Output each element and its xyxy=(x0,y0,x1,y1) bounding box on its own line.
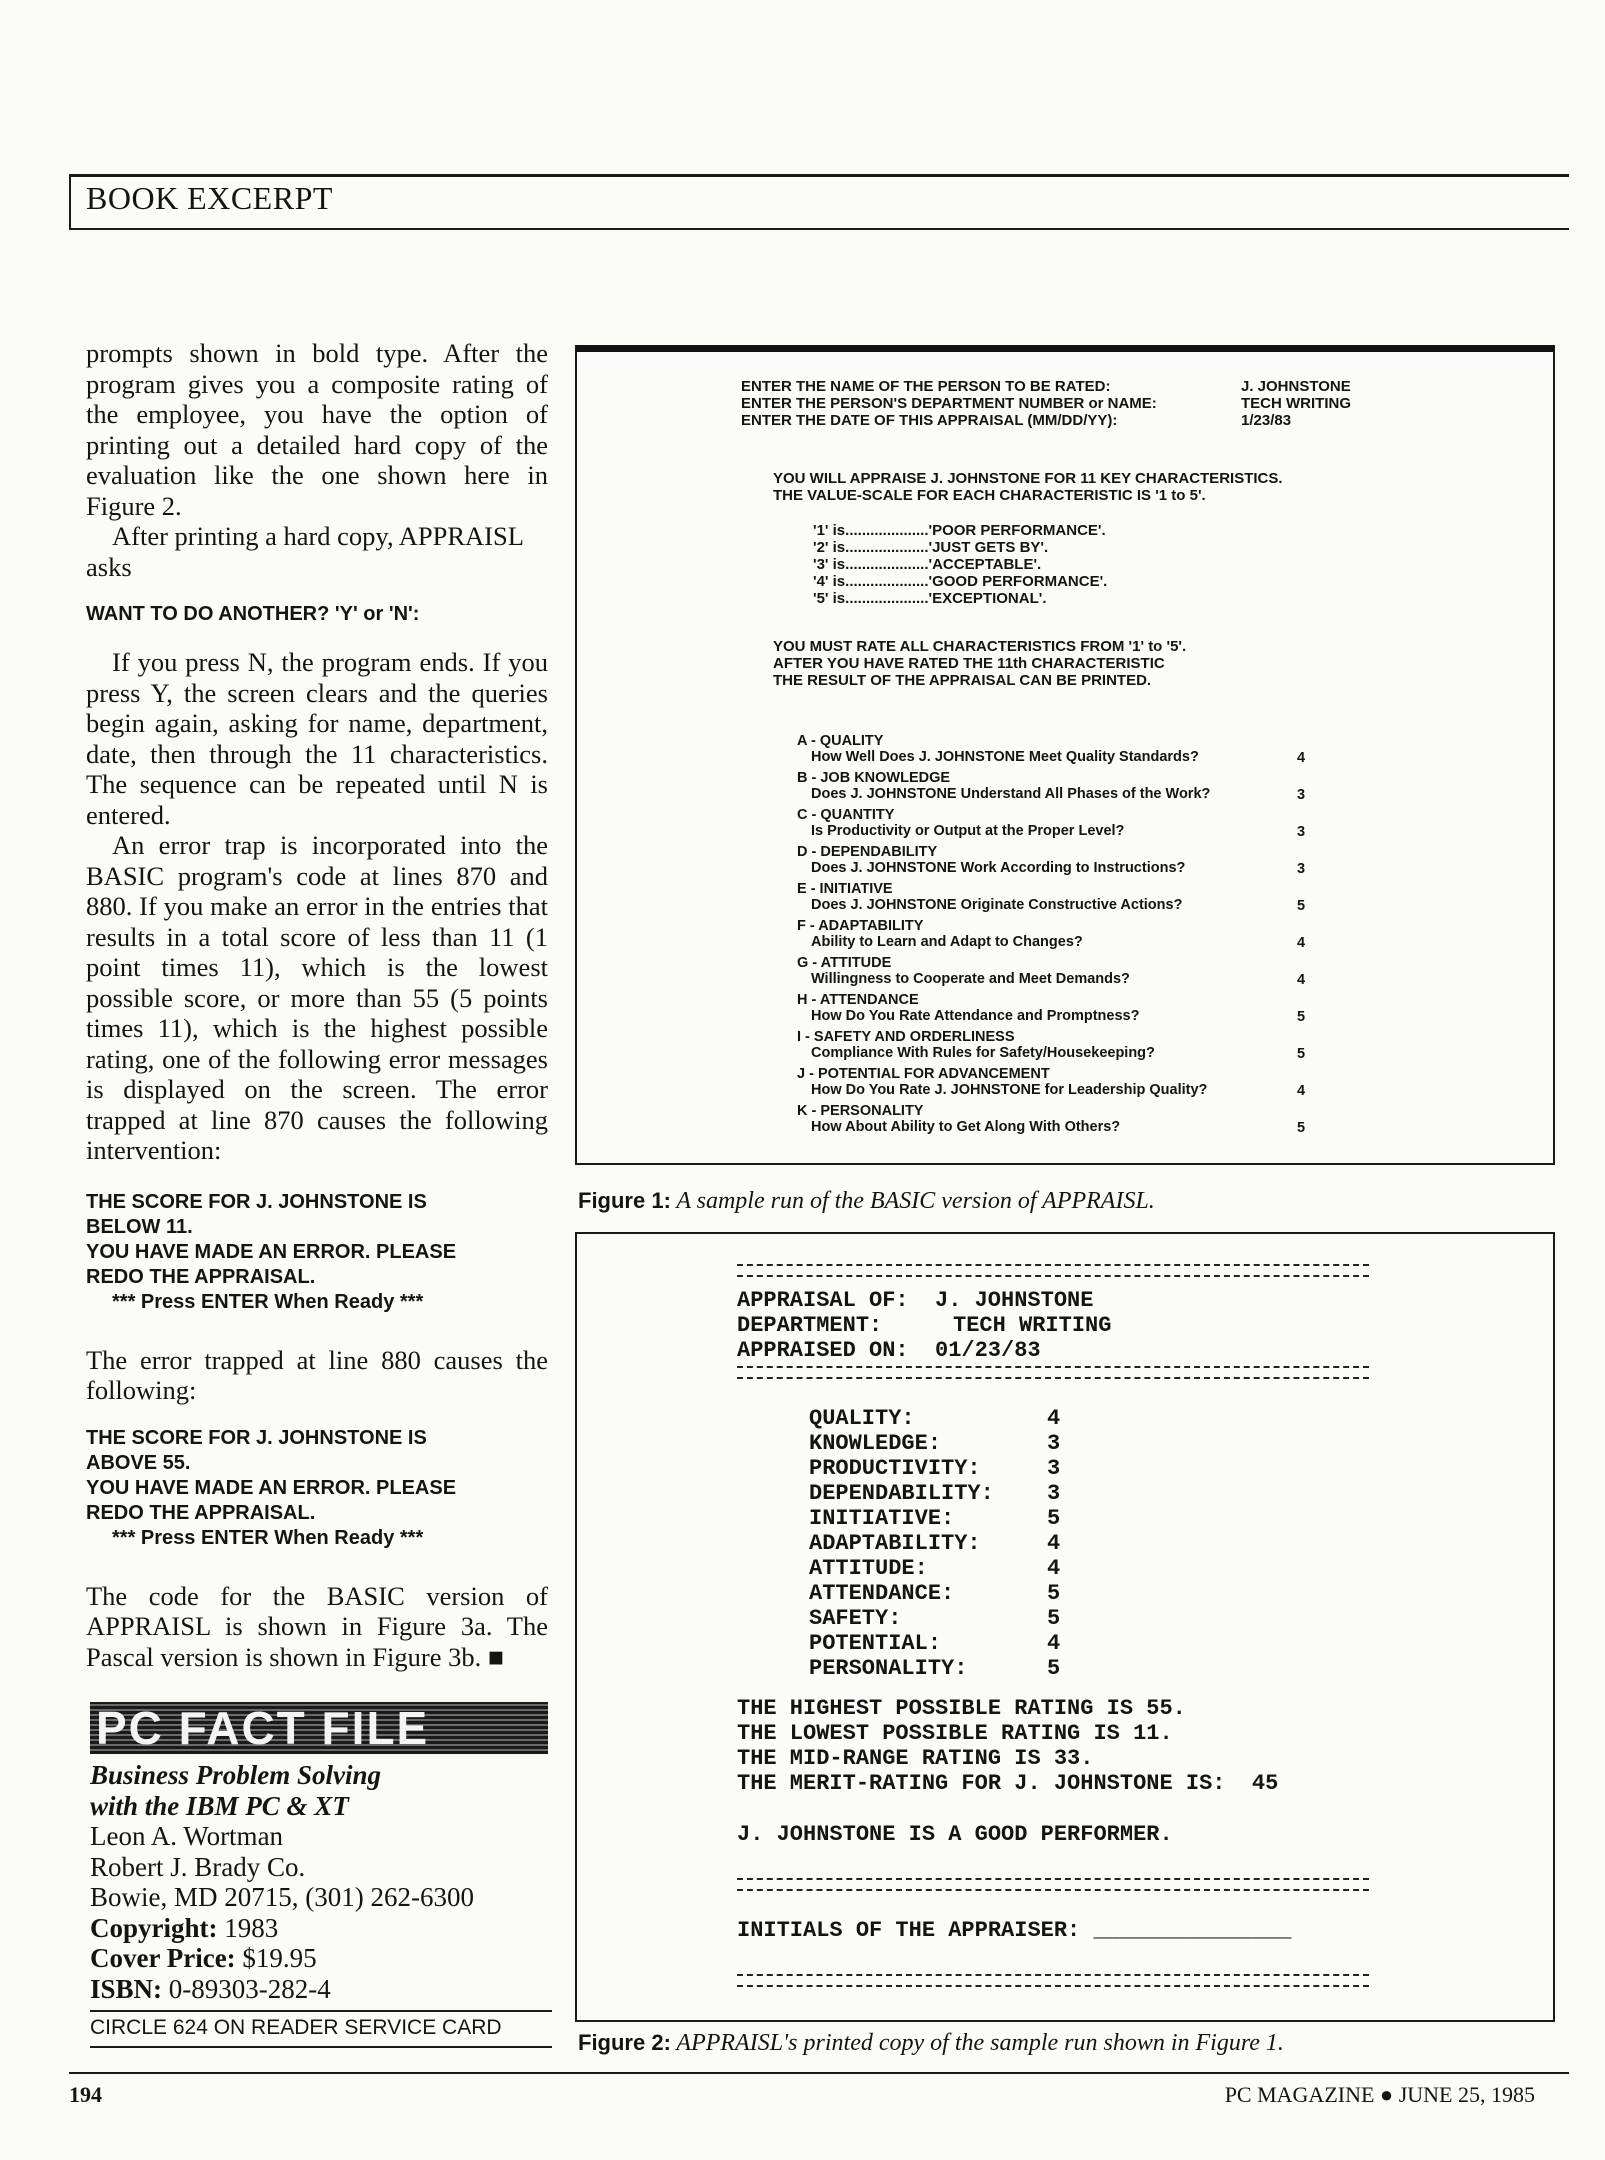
error-line: YOU HAVE MADE AN ERROR. PLEASE xyxy=(86,1240,457,1263)
section-label: BOOK EXCERPT xyxy=(86,180,333,216)
page-number: 194 xyxy=(69,2082,102,2107)
paragraph-6-text: The code for the BASIC version of APPRAISL is shown in Figure 3a. The Pascal version is shown in Figure 3b. xyxy=(86,1580,548,1672)
magazine-name: PC MAGAZINE xyxy=(1224,2082,1375,2107)
rating-name: INITIATIVE: xyxy=(809,1506,955,1531)
characteristic-item xyxy=(797,918,1527,955)
double-rule xyxy=(737,1366,1369,1379)
header-left-rule xyxy=(69,174,71,230)
double-rule xyxy=(737,1264,1369,1277)
characteristic-score: 3 xyxy=(1297,824,1306,840)
book-copyright xyxy=(90,1913,550,1944)
prompt-another: WANT TO DO ANOTHER? 'Y' or 'N': xyxy=(86,603,420,625)
rating-row xyxy=(809,1531,1129,1556)
double-rule xyxy=(737,1974,1369,1987)
rating-row xyxy=(809,1556,1129,1581)
book-info xyxy=(90,1760,550,2004)
rating-score: 3 xyxy=(1047,1481,1061,1506)
figure-1-caption xyxy=(578,1188,1155,1215)
characteristic-item xyxy=(797,1029,1527,1066)
characteristic-question: Ability to Learn and Adapt to Changes? xyxy=(811,934,1083,950)
scale-line: '2' is....................'JUST GETS BY'. xyxy=(813,539,1049,556)
price-value: $19.95 xyxy=(242,1943,317,1973)
error-line: YOU HAVE MADE AN ERROR. PLEASE xyxy=(86,1476,457,1499)
characteristic-item xyxy=(797,992,1527,1029)
paragraph-3: If you press N, the program ends. If you press Y, the screen clears and the queries begin again, asking for name, department, date, then through the 11 characteristics. The sequence can be repeated until N is entered. xyxy=(86,647,548,830)
figure-1-box xyxy=(575,345,1555,1165)
characteristic-question: Does J. JOHNSTONE Work According to Instructions? xyxy=(811,860,1186,876)
isbn-value: 0-89303-282-4 xyxy=(168,1973,331,2004)
ratings-list xyxy=(809,1406,1129,1681)
rating-name: POTENTIAL: xyxy=(809,1631,942,1656)
rating-name: SAFETY: xyxy=(809,1606,902,1631)
reader-service-line: CIRCLE 624 ON READER SERVICE CARD xyxy=(90,2016,502,2039)
error-line: REDO THE APPRAISAL. xyxy=(86,1501,316,1524)
characteristic-heading: A - QUALITY xyxy=(797,733,884,749)
characteristic-heading: H - ATTENDANCE xyxy=(797,992,919,1008)
rating-score: 5 xyxy=(1047,1656,1061,1681)
left-column xyxy=(86,338,548,1672)
scale-line: '1' is....................'POOR PERFORMANCE'. xyxy=(813,522,1106,539)
entry-value: 1/23/83 xyxy=(1241,412,1292,429)
copyright-value: 1983 xyxy=(224,1912,279,1943)
printout-header-label: APPRAISED ON: xyxy=(737,1338,909,1363)
reader-service-bottom-rule xyxy=(90,2046,552,2048)
paragraph-4: An error trap is incorporated into the BASIC program's code at lines 870 and 880. If you make an error in the entries that results in a total score of less than 11 (1 point times 11), which is the lowest possible score, or more than 55 (5 points times 11), which is the highest possible rating, one of the following error messages is displayed on the screen. The error trapped at line 870 causes the following intervention: xyxy=(86,830,548,1165)
characteristic-question: Compliance With Rules for Safety/Housekeeping? xyxy=(811,1045,1155,1061)
printout-header-value: J. JOHNSTONE xyxy=(935,1288,1094,1313)
rating-row xyxy=(809,1406,1129,1431)
rating-name: ATTITUDE: xyxy=(809,1556,928,1581)
characteristic-question: Does J. JOHNSTONE Originate Constructive Actions? xyxy=(811,897,1183,913)
printout-header-label: APPRAISAL OF: xyxy=(737,1288,909,1313)
double-rule xyxy=(737,1878,1369,1891)
characteristic-question: Is Productivity or Output at the Proper Level? xyxy=(811,823,1125,839)
characteristic-score: 3 xyxy=(1297,861,1306,877)
characteristic-score: 5 xyxy=(1297,1009,1306,1025)
entry-value: J. JOHNSTONE xyxy=(1241,378,1351,395)
characteristic-score: 4 xyxy=(1297,1083,1306,1099)
characteristic-question: How Do You Rate Attendance and Promptness? xyxy=(811,1008,1140,1024)
characteristic-heading: E - INITIATIVE xyxy=(797,881,893,897)
scale-line: '3' is....................'ACCEPTABLE'. xyxy=(813,556,1042,573)
book-author: Leon A. Wortman xyxy=(90,1821,284,1851)
rating-score: 4 xyxy=(1047,1631,1061,1656)
rating-name: DEPENDABILITY: xyxy=(809,1481,994,1506)
characteristic-score: 5 xyxy=(1297,1120,1306,1136)
characteristic-item xyxy=(797,770,1527,807)
paragraph-6 xyxy=(86,1581,548,1673)
characteristic-question: Does J. JOHNSTONE Understand All Phases of the Work? xyxy=(811,786,1211,802)
rating-row xyxy=(809,1481,1129,1506)
summary-line: THE MERIT-RATING FOR J. JOHNSTONE IS: 45 xyxy=(737,1771,1279,1796)
characteristic-heading: K - PERSONALITY xyxy=(797,1103,924,1119)
issue-date: JUNE 25, 1985 xyxy=(1398,2082,1535,2107)
rating-row xyxy=(809,1606,1129,1631)
error-line: BELOW 11. xyxy=(86,1215,193,1238)
initials-line: INITIALS OF THE APPRAISER: _______________ xyxy=(737,1918,1292,1943)
rating-name: ADAPTABILITY: xyxy=(809,1531,981,1556)
entry-prompt: ENTER THE NAME OF THE PERSON TO BE RATED: xyxy=(741,378,1111,395)
entry-prompt: ENTER THE DATE OF THIS APPRAISAL (MM/DD/YY): xyxy=(741,412,1118,429)
characteristic-heading: G - ATTITUDE xyxy=(797,955,892,971)
error-line: *** Press ENTER When Ready *** xyxy=(112,1290,424,1313)
rating-row xyxy=(809,1456,1129,1481)
rating-score: 5 xyxy=(1047,1581,1061,1606)
entry-prompt: ENTER THE PERSON'S DEPARTMENT NUMBER or NAME: xyxy=(741,395,1157,412)
rating-name: ATTENDANCE: xyxy=(809,1581,955,1606)
error-line: ABOVE 55. xyxy=(86,1451,191,1474)
rating-name: KNOWLEDGE: xyxy=(809,1431,942,1456)
paragraph-1: prompts shown in bold type. After the program gives you a composite rating of the employee, you have the option of printing out a detailed hard copy of the evaluation like the one shown here in Figure 2. xyxy=(86,338,548,521)
rating-score: 5 xyxy=(1047,1506,1061,1531)
footer-rule xyxy=(69,2072,1569,2074)
book-price xyxy=(90,1943,550,1974)
paragraph-5: The error trapped at line 880 causes the following: xyxy=(86,1344,548,1405)
fact-file-logo: PC FACT FILE xyxy=(90,1702,548,1754)
rating-score: 3 xyxy=(1047,1431,1061,1456)
rating-score: 4 xyxy=(1047,1531,1061,1556)
characteristic-score: 4 xyxy=(1297,972,1306,988)
printout-header-value: TECH WRITING xyxy=(953,1313,1112,1338)
rating-score: 3 xyxy=(1047,1456,1061,1481)
characteristic-score: 5 xyxy=(1297,898,1306,914)
intro-line: THE VALUE-SCALE FOR EACH CHARACTERISTIC IS '1 to 5'. xyxy=(773,487,1206,504)
copyright-label: Copyright: xyxy=(90,1912,218,1943)
characteristic-question: How Well Does J. JOHNSTONE Meet Quality Standards? xyxy=(811,749,1199,765)
figure-2-caption-text: APPRAISL's printed copy of the sample run shown in Figure 1. xyxy=(676,2030,1284,2056)
characteristic-score: 5 xyxy=(1297,1046,1306,1062)
paragraph-2: After printing a hard copy, APPRAISL asks xyxy=(86,521,523,582)
characteristic-heading: C - QUANTITY xyxy=(797,807,895,823)
characteristic-heading: F - ADAPTABILITY xyxy=(797,918,924,934)
characteristic-item xyxy=(797,807,1527,844)
verdict-line: J. JOHNSTONE IS A GOOD PERFORMER. xyxy=(737,1822,1173,1847)
characteristic-heading: J - POTENTIAL FOR ADVANCEMENT xyxy=(797,1066,1050,1082)
rating-row xyxy=(809,1631,1129,1656)
rating-row xyxy=(809,1581,1129,1606)
characteristic-score: 4 xyxy=(1297,935,1306,951)
publisher-address: Bowie, MD 20715, (301) 262-6300 xyxy=(90,1882,474,1912)
bullet-separator: ● xyxy=(1379,2082,1394,2107)
entry-value: TECH WRITING xyxy=(1241,395,1351,412)
characteristic-item xyxy=(797,1066,1527,1103)
price-label: Cover Price: xyxy=(90,1943,236,1973)
error-line: THE SCORE FOR J. JOHNSTONE IS xyxy=(86,1190,427,1213)
summary-line: THE MID-RANGE RATING IS 33. xyxy=(737,1746,1094,1771)
characteristic-question: How Do You Rate J. JOHNSTONE for Leadership Quality? xyxy=(811,1082,1208,1098)
characteristic-item xyxy=(797,733,1527,770)
characteristic-list xyxy=(797,733,1527,1140)
rating-row xyxy=(809,1506,1129,1531)
error-line: *** Press ENTER When Ready *** xyxy=(112,1526,424,1549)
rating-score: 4 xyxy=(1047,1556,1061,1581)
header-top-rule xyxy=(69,174,1569,177)
rating-score: 4 xyxy=(1047,1406,1061,1431)
characteristic-score: 3 xyxy=(1297,787,1306,803)
header-bottom-rule xyxy=(69,228,1569,230)
book-title-line-2: with the IBM PC & XT xyxy=(90,1790,349,1821)
rating-row xyxy=(809,1431,1129,1456)
rules-line: YOU MUST RATE ALL CHARACTERISTICS FROM '1' to '5'. xyxy=(773,638,1187,655)
error-message-above xyxy=(86,1426,548,1551)
book-title-line-1: Business Problem Solving xyxy=(90,1760,382,1790)
scale-line: '4' is....................'GOOD PERFORMANCE'. xyxy=(813,573,1108,590)
magazine-info xyxy=(1200,2082,1535,2108)
rules-line: AFTER YOU HAVE RATED THE 11th CHARACTERISTIC xyxy=(773,655,1165,672)
rating-name: PRODUCTIVITY: xyxy=(809,1456,981,1481)
error-line: REDO THE APPRAISAL. xyxy=(86,1265,316,1288)
rating-score: 5 xyxy=(1047,1606,1061,1631)
book-isbn xyxy=(90,1974,550,2005)
figure-2-caption xyxy=(578,2030,1284,2057)
characteristic-item xyxy=(797,881,1527,918)
scale-line: '5' is....................'EXCEPTIONAL'. xyxy=(813,590,1047,607)
rating-name: PERSONALITY: xyxy=(809,1656,968,1681)
figure-1-label: Figure 1: xyxy=(578,1188,671,1213)
printout-header-value: 01/23/83 xyxy=(935,1338,1041,1363)
end-mark: ■ xyxy=(487,1641,504,1672)
characteristic-item xyxy=(797,844,1527,881)
summary-line: THE LOWEST POSSIBLE RATING IS 11. xyxy=(737,1721,1173,1746)
rating-row xyxy=(809,1656,1129,1681)
characteristic-item xyxy=(797,1103,1527,1140)
characteristic-item xyxy=(797,955,1527,992)
characteristic-heading: B - JOB KNOWLEDGE xyxy=(797,770,951,786)
characteristic-question: Willingness to Cooperate and Meet Demands? xyxy=(811,971,1130,987)
reader-service-top-rule xyxy=(90,2010,552,2012)
figure-1-caption-text: A sample run of the BASIC version of APPRAISL. xyxy=(676,1188,1155,1214)
figure-2-label: Figure 2: xyxy=(578,2030,671,2055)
characteristic-heading: I - SAFETY AND ORDERLINESS xyxy=(797,1029,1015,1045)
error-message-below xyxy=(86,1190,548,1315)
isbn-label: ISBN: xyxy=(90,1973,163,2004)
figure-2-box xyxy=(575,1232,1555,2022)
intro-line: YOU WILL APPRAISE J. JOHNSTONE FOR 11 KEY CHARACTERISTICS. xyxy=(773,470,1283,487)
characteristic-question: How About Ability to Get Along With Others? xyxy=(811,1119,1121,1135)
characteristic-heading: D - DEPENDABILITY xyxy=(797,844,938,860)
characteristic-score: 4 xyxy=(1297,750,1306,766)
error-line: THE SCORE FOR J. JOHNSTONE IS xyxy=(86,1426,427,1449)
book-publisher: Robert J. Brady Co. xyxy=(90,1851,306,1882)
rating-name: QUALITY: xyxy=(809,1406,915,1431)
rules-line: THE RESULT OF THE APPRAISAL CAN BE PRINTED. xyxy=(773,672,1152,689)
summary-line: THE HIGHEST POSSIBLE RATING IS 55. xyxy=(737,1696,1186,1721)
printout-header-label: DEPARTMENT: xyxy=(737,1313,883,1338)
